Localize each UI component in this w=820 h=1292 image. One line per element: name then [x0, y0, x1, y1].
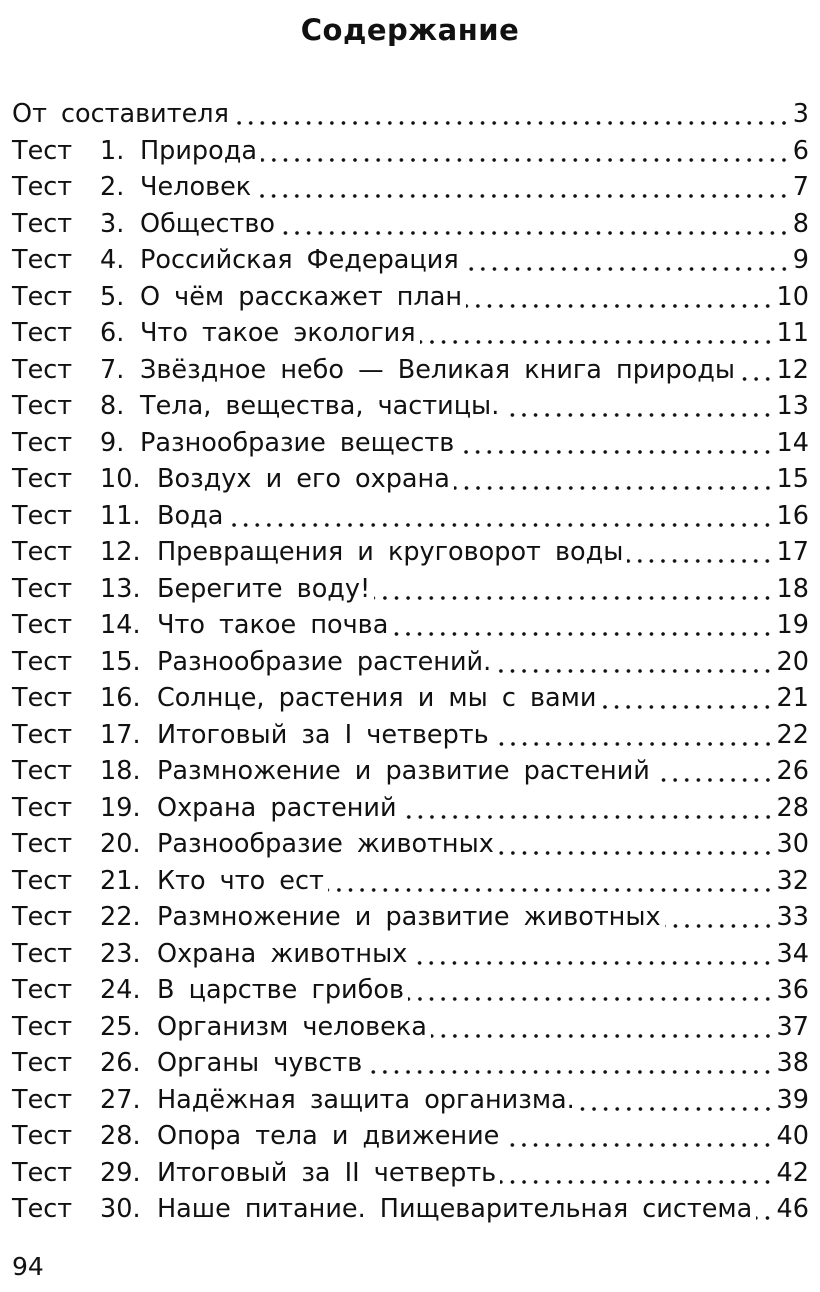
toc-entry[interactable] — [12, 133, 809, 170]
toc-entry[interactable] — [12, 315, 809, 352]
toc-entry-title: О чём расскажет план — [140, 281, 463, 312]
toc-entry[interactable] — [12, 1045, 809, 1082]
dot-leader — [279, 229, 790, 237]
toc-entry-page: 3 — [792, 99, 809, 129]
toc-entry-page: 21 — [776, 683, 809, 713]
page-number: 94 — [12, 1252, 44, 1281]
toc-entry-number: 8. — [100, 391, 125, 421]
toc-entry-number: 20. — [100, 829, 141, 859]
toc-entry-prefix: Тест — [12, 646, 73, 677]
toc-entry[interactable] — [12, 169, 809, 206]
toc-entry-page: 22 — [776, 719, 809, 750]
toc-entry[interactable] — [12, 425, 809, 462]
toc-entry[interactable] — [12, 644, 809, 681]
toc-entry-prefix: Тест — [12, 719, 73, 750]
toc-entry-page: 36 — [776, 975, 809, 1005]
toc-entry-prefix: Тест — [12, 464, 73, 494]
toc-entry-number: 9. — [100, 427, 125, 458]
dot-leader — [401, 813, 774, 821]
dot-leader — [458, 448, 773, 456]
toc-entry-number: 3. — [100, 208, 125, 239]
toc-entry[interactable] — [12, 534, 809, 571]
dot-leader — [420, 338, 774, 346]
toc-entry-title: Итоговый за II четверть — [157, 1157, 497, 1188]
toc-entry-title: Размножение и развитие растений — [157, 756, 650, 786]
toc-entry-number: 21. — [100, 865, 141, 896]
toc-entry-title: Опора тела и движение — [157, 1121, 500, 1151]
toc-entry[interactable] — [12, 753, 809, 790]
dot-leader — [600, 703, 773, 711]
toc-entry-prefix: Тест — [12, 865, 73, 896]
toc-entry-title: Общество — [140, 208, 276, 239]
dot-leader — [328, 886, 774, 894]
toc-entry[interactable] — [12, 1155, 809, 1192]
toc-entry-page: 30 — [776, 829, 809, 859]
toc-entry-prefix: Тест — [12, 245, 73, 275]
dot-leader — [374, 594, 773, 602]
toc-entry-title: Превращения и круговорот воды — [157, 537, 624, 567]
toc-entry-number: 29. — [100, 1157, 141, 1188]
toc-entry-prefix: Тест — [12, 573, 73, 604]
toc-entry-title: Надёжная защита организма. — [157, 1084, 575, 1115]
dot-leader — [408, 995, 774, 1003]
toc-entry-number: 26. — [100, 1048, 141, 1078]
toc-entry-number: 7. — [100, 354, 125, 385]
toc-entry[interactable] — [12, 1191, 809, 1228]
dot-leader — [495, 667, 773, 675]
toc-entry-page: 20 — [776, 646, 809, 677]
dot-leader — [261, 156, 790, 164]
toc-entry-title: От составителя — [12, 99, 229, 129]
toc-entry-number: 23. — [100, 938, 141, 969]
dot-leader — [233, 119, 790, 127]
toc-entry[interactable] — [12, 863, 809, 900]
toc-entry-page: 7 — [792, 172, 809, 202]
toc-entry[interactable] — [12, 899, 809, 936]
table-of-contents — [12, 96, 809, 1228]
toc-entry[interactable] — [12, 1118, 809, 1155]
dot-leader — [654, 776, 774, 784]
toc-entry-prefix: Тест — [12, 281, 73, 312]
toc-entry-prefix: Тест — [12, 1048, 73, 1078]
toc-entry-page: 40 — [776, 1121, 809, 1151]
toc-entry-page: 46 — [776, 1194, 809, 1224]
toc-entry-title: Разнообразие веществ — [140, 427, 455, 458]
dot-leader — [739, 375, 774, 383]
toc-entry-prefix: Тест — [12, 829, 73, 859]
toc-entry-title: Звёздное небо — Великая книга природы — [140, 354, 736, 385]
dot-leader — [454, 484, 774, 492]
toc-entry-prefix: Тест — [12, 756, 73, 786]
toc-entry[interactable] — [12, 680, 809, 717]
toc-entry-title: Человек — [140, 172, 252, 202]
toc-entry-number: 12. — [100, 537, 141, 567]
toc-entry-page: 33 — [776, 902, 809, 932]
toc-entry-prefix: Тест — [12, 1121, 73, 1151]
dot-leader — [466, 302, 774, 310]
toc-entry-prefix: Тест — [12, 135, 73, 166]
toc-entry-page: 16 — [776, 500, 809, 531]
toc-entry-page: 12 — [776, 354, 809, 385]
toc-entry-prefix: Тест — [12, 1194, 73, 1224]
toc-entry-number: 24. — [100, 975, 141, 1005]
toc-entry-title: Наше питание. Пищеварительная система — [157, 1194, 753, 1224]
dot-leader — [665, 922, 774, 930]
dot-leader — [503, 411, 773, 419]
toc-entry-title: Размножение и развитие животных — [157, 902, 661, 932]
toc-entry-prefix: Тест — [12, 537, 73, 567]
toc-entry-prefix: Тест — [12, 792, 73, 823]
toc-entry-page: 28 — [776, 792, 809, 823]
toc-entry-page: 8 — [792, 208, 809, 239]
dot-leader — [579, 1105, 774, 1113]
toc-entry-page: 26 — [776, 756, 809, 786]
dot-leader — [463, 265, 790, 273]
toc-entry-prefix: Тест — [12, 1011, 73, 1042]
toc-entry-number: 2. — [100, 172, 125, 202]
toc-entry[interactable] — [12, 279, 809, 316]
toc-entry-number: 27. — [100, 1084, 141, 1115]
toc-entry[interactable] — [12, 607, 809, 644]
dot-leader — [255, 192, 790, 200]
toc-entry-number: 6. — [100, 318, 125, 348]
toc-entry-number: 28. — [100, 1121, 141, 1151]
toc-entry-number: 13. — [100, 573, 141, 604]
toc-entry-page: 9 — [792, 245, 809, 275]
dot-leader — [500, 1178, 773, 1186]
toc-entry-title: Разнообразие растений. — [157, 646, 492, 677]
page-title: Содержание — [300, 13, 520, 47]
toc-entry-number: 10. — [100, 464, 141, 494]
toc-entry-prefix: Тест — [12, 354, 73, 385]
toc-entry-page: 37 — [776, 1011, 809, 1042]
toc-entry-number: 22. — [100, 902, 141, 932]
toc-entry[interactable] — [12, 388, 809, 425]
toc-entry[interactable] — [12, 826, 809, 863]
toc-entry-title: Разнообразие животных — [157, 829, 494, 859]
toc-entry-number: 16. — [100, 683, 141, 713]
dot-leader — [493, 740, 774, 748]
toc-entry[interactable] — [12, 206, 809, 243]
toc-entry-title: Российская Федерация — [140, 245, 459, 275]
toc-entry[interactable] — [12, 352, 809, 389]
toc-entry-prefix: Тест — [12, 318, 73, 348]
toc-entry-title: Тела, вещества, частицы. — [140, 391, 500, 421]
toc-entry-prefix: Тест — [12, 975, 73, 1005]
toc-entry-title: Итоговый за I четверть — [157, 719, 489, 750]
toc-entry-page: 38 — [776, 1048, 809, 1078]
toc-entry-prefix: Тест — [12, 427, 73, 458]
toc-entry-prefix: Тест — [12, 1157, 73, 1188]
toc-entry-number: 5. — [100, 281, 125, 312]
toc-entry-number: 18. — [100, 756, 141, 786]
dot-leader — [756, 1214, 773, 1222]
dot-leader — [366, 1068, 773, 1076]
toc-entry-number: 11. — [100, 500, 141, 531]
toc-entry-title: Что такое экология — [140, 318, 416, 348]
toc-entry-page: 42 — [776, 1157, 809, 1188]
toc-entry-page: 6 — [792, 135, 809, 166]
toc-entry-page: 14 — [776, 427, 809, 458]
toc-entry-page: 13 — [776, 391, 809, 421]
toc-entry-title: Охрана животных — [157, 938, 408, 969]
toc-entry-prefix: Тест — [12, 902, 73, 932]
toc-entry-preface[interactable] — [12, 96, 809, 133]
toc-entry-title: Что такое почва — [157, 610, 389, 640]
toc-entry-page: 19 — [776, 610, 809, 640]
toc-entry-page: 39 — [776, 1084, 809, 1115]
toc-entry-page: 17 — [776, 537, 809, 567]
toc-entry[interactable] — [12, 790, 809, 827]
toc-entry-number: 14. — [100, 610, 141, 640]
toc-entry[interactable] — [12, 1009, 809, 1046]
toc-entry-title: Организм человека — [157, 1011, 427, 1042]
toc-entry-title: Берегите воду! — [157, 573, 371, 604]
toc-entry-prefix: Тест — [12, 500, 73, 531]
dot-leader — [392, 630, 773, 638]
toc-entry-number: 30. — [100, 1194, 141, 1224]
toc-entry-title: Солнце, растения и мы с вами — [157, 683, 597, 713]
toc-entry-number: 19. — [100, 792, 141, 823]
dot-leader — [431, 1032, 774, 1040]
toc-entry-page: 15 — [776, 464, 809, 494]
toc-entry-title: Кто что ест — [157, 865, 324, 896]
toc-entry[interactable] — [12, 936, 809, 973]
dot-leader — [503, 1141, 773, 1149]
toc-entry-number: 17. — [100, 719, 141, 750]
toc-entry-prefix: Тест — [12, 938, 73, 969]
toc-entry[interactable] — [12, 498, 809, 535]
toc-entry-title: В царстве грибов — [157, 975, 404, 1005]
toc-entry-title: Природа — [140, 135, 257, 166]
toc-entry-page: 32 — [776, 865, 809, 896]
toc-entry-page: 10 — [776, 281, 809, 312]
toc-entry[interactable] — [12, 461, 809, 498]
toc-entry-title: Охрана растений — [157, 792, 397, 823]
toc-entry-prefix: Тест — [12, 391, 73, 421]
toc-entry-page: 18 — [776, 573, 809, 604]
toc-entry[interactable] — [12, 1082, 809, 1119]
toc-entry-prefix: Тест — [12, 683, 73, 713]
toc-entry-number: 15. — [100, 646, 141, 677]
dot-leader — [411, 959, 773, 967]
toc-entry-title: Органы чувств — [157, 1048, 363, 1078]
dot-leader — [498, 849, 774, 857]
toc-entry-title: Воздух и его охрана — [157, 464, 450, 494]
toc-entry-number: 1. — [100, 135, 125, 166]
dot-leader — [627, 557, 773, 565]
toc-entry-page: 11 — [776, 318, 809, 348]
toc-entry-title: Вода — [157, 500, 224, 531]
toc-entry-page: 34 — [776, 938, 809, 969]
toc-entry-number: 25. — [100, 1011, 141, 1042]
toc-entry-prefix: Тест — [12, 1084, 73, 1115]
toc-entry-prefix: Тест — [12, 208, 73, 239]
dot-leader — [227, 521, 773, 529]
toc-entry[interactable] — [12, 972, 809, 1009]
toc-entry-number: 4. — [100, 245, 125, 275]
toc-entry-prefix: Тест — [12, 172, 73, 202]
toc-entry[interactable] — [12, 242, 809, 279]
toc-entry[interactable] — [12, 717, 809, 754]
toc-entry[interactable] — [12, 571, 809, 608]
toc-entry-prefix: Тест — [12, 610, 73, 640]
